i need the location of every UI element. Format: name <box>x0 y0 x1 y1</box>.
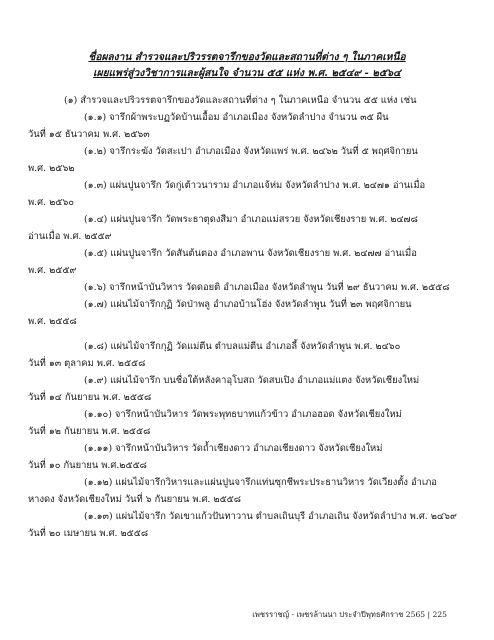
list-item-continuation: วันที่ ๑๕ ธันวาคม พ.ศ. ๒๕๖๓ <box>28 129 150 140</box>
list-item-first-line: (๑.๒) จารึกระฆัง วัดสะเปา อำเภอเมือง จังหวัดแพร่ พ.ศ. ๒๔๖๒ วันที่ ๕ พฤศจิกายน <box>84 146 418 157</box>
document-title <box>0 50 494 64</box>
list-item-first-line: (๑.๕) แผ่นปูนจารึก วัดสันต้นตอง อำเภอพาน จังหวัดเชียงราย พ.ศ. ๒๔๗๗ อ่านเมื่อ <box>84 248 417 259</box>
list-item-first-line: (๑.๑) จารึกผ้าพระบฏวัดบ้านเอื้อม อำเภอเมือง จังหวัดลำปาง จำนวน ๓๕ ผืน <box>84 112 389 123</box>
document-subtitle <box>0 66 494 80</box>
page-footer: เพชรราชญ์ - เพชรล้านนา ประจำปีพุทธศักราช 2565 | 225 <box>252 610 447 619</box>
title-line-1: ชื่อผลงาน สำรวจและปริวรรตจารึกของวัดและสถานที่ต่าง ๆ ในภาคเหนือ <box>88 51 406 63</box>
list-item-first-line: (๑.๓) แผ่นปูนจารึก วัดกู่เต้าวนาราม อำเภอแจ้ห่ม จังหวัดลำปาง พ.ศ. ๒๔๗๑ อ่านเมื่อ <box>84 180 426 191</box>
list-item-continuation: พ.ศ. ๒๕๕๙ <box>28 265 77 276</box>
list-item-first-line: (๑.๘) แผ่นไม้จารึกกุฏิ วัดแม่ตีน ตำบลแม่ตีน อำเภอลี้ จังหวัดลำพูน พ.ศ. ๒๔๖๐ <box>84 341 401 352</box>
list-item-continuation: วันที่ ๑๓ ตุลาคม พ.ศ. ๒๕๕๘ <box>28 358 146 369</box>
list-item-first-line: (๑.๑๓) แผ่นไม้จารึก วัดเขาแก้วปันทาวาน ตำบลเถินบุรี อำเภอเถิน จังหวัดลำปาง พ.ศ. ๒๔๖๙ <box>84 511 457 522</box>
list-item-continuation: วันที่ ๑๐ กันยายน พ.ศ.๒๕๕๘ <box>28 460 147 471</box>
list-item-first-line: (๑.๗) แผ่นไม้จารึกกุฏิ วัดป่าพลู อำเภอบ้านโฮ่ง จังหวัดลำพูน วันที่ ๒๓ พฤศจิกายน <box>84 299 412 310</box>
title-line-2: เผยแพร่สู่วงวิชาการและผู้สนใจ จำนวน ๕๕ แห่ง พ.ศ. ๒๕๔๙ - ๒๕๖๔ <box>93 67 401 79</box>
list-item-continuation: พ.ศ. ๒๕๖๐ <box>28 197 75 208</box>
list-item-continuation: พ.ศ. ๒๕๖๒ <box>28 163 75 174</box>
list-item-first-line: (๑.๔) แผ่นปูนจารึก วัดพระธาตุดงสีมา อำเภอแม่สรวย จังหวัดเชียงราย พ.ศ. ๒๔๗๘ <box>84 214 418 225</box>
list-item-continuation: หางดง จังหวัดเชียงใหม่ วันที่ ๖ กันยายน พ.ศ. ๒๕๕๘ <box>28 494 241 505</box>
list-item-continuation: วันที่ ๒๐ เมษายน พ.ศ. ๒๕๕๘ <box>28 528 149 539</box>
list-item-continuation: พ.ศ. ๒๕๕๘ <box>28 316 77 327</box>
list-item-first-line: (๑.๑๑) จารึกหน้าบันวิหาร วัดถ้ำเชียงดาว อำเภอเชียงดาว จังหวัดเชียงใหม่ <box>84 443 383 454</box>
list-item-first-line: (๑.๙) แผ่นไม้จารึก บนชื่อใต้หลังคาอุโบสถ วัดสบเปิง อำเภอแม่แตง จังหวัดเชียงใหม่ <box>84 375 420 386</box>
list-item-first-line: (๑.๑๐) จารึกหน้าบันวิหาร วัดพระพุทธบาทแก้วข้าว อำเภอฮอด จังหวัดเชียงใหม่ <box>84 409 402 420</box>
list-item-first-line: (๑.๖) จารึกหน้าบันวิหาร วัดดอยติ อำเภอเมือง จังหวัดลำพูน วันที่ ๒๙ ธันวาคม พ.ศ. ๒๕๕๘ <box>84 282 450 293</box>
intro-paragraph: (๑) สำรวจและปริวรรตจารึกของวัดและสถานที่ต่าง ๆ ในภาคเหนือ จำนวน ๕๕ แห่ง เช่น <box>64 95 417 106</box>
list-item-continuation: วันที่ ๑๒ กันยายน พ.ศ. ๒๕๕๘ <box>28 426 151 437</box>
list-item-continuation: วันที่ ๑๔ กันยายน พ.ศ. ๒๕๕๘ <box>28 392 152 403</box>
list-item-continuation: อ่านเมื่อ พ.ศ. ๒๕๕๙ <box>28 231 112 242</box>
list-item-first-line: (๑.๑๒) แผ่นไม้จารึกวิหารและแผ่นปูนจารึกแท่นซุกชีพระประธานวิหาร วัดเวียงตั้ง อำเภอ <box>84 477 437 488</box>
